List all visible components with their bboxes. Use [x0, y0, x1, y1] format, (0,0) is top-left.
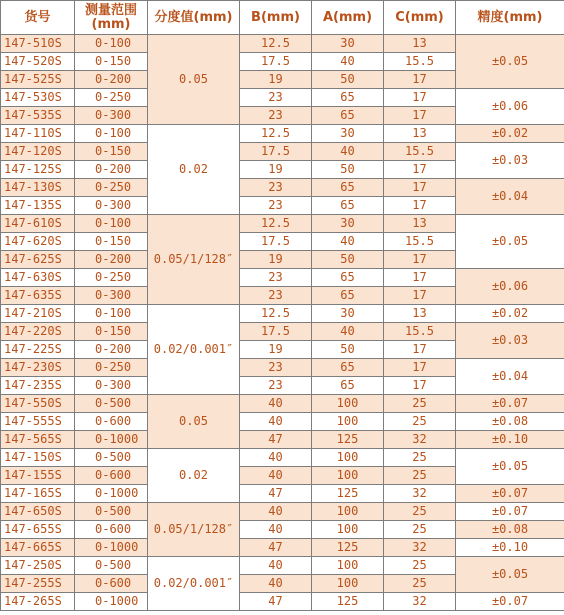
b-cell: 40	[240, 503, 312, 521]
a-cell: 30	[312, 305, 384, 323]
b-cell: 40	[240, 449, 312, 467]
measuring-range-cell: 0-150	[75, 233, 148, 251]
item-number-cell: 147-135S	[1, 197, 75, 215]
b-cell: 40	[240, 575, 312, 593]
item-number-cell: 147-650S	[1, 503, 75, 521]
b-cell: 23	[240, 377, 312, 395]
item-number-cell: 147-535S	[1, 107, 75, 125]
measuring-range-cell: 0-300	[75, 377, 148, 395]
measuring-range-cell: 0-100	[75, 215, 148, 233]
graduation-cell: 0.02	[148, 125, 240, 215]
accuracy-cell: ±0.05	[456, 35, 564, 89]
item-number-cell: 147-620S	[1, 233, 75, 251]
b-cell: 12.5	[240, 35, 312, 53]
header-accuracy: 精度(mm)	[456, 1, 564, 35]
measuring-range-cell: 0-250	[75, 359, 148, 377]
c-cell: 32	[384, 593, 456, 611]
accuracy-cell: ±0.07	[456, 485, 564, 503]
accuracy-cell: ±0.05	[456, 449, 564, 485]
item-number-cell: 147-530S	[1, 89, 75, 107]
b-cell: 19	[240, 71, 312, 89]
c-cell: 17	[384, 71, 456, 89]
a-cell: 30	[312, 215, 384, 233]
b-cell: 12.5	[240, 305, 312, 323]
header-measuring-range: 测量范围 (mm)	[75, 1, 148, 35]
measuring-range-cell: 0-250	[75, 269, 148, 287]
table-row	[1, 89, 564, 107]
b-cell: 47	[240, 539, 312, 557]
item-number-cell: 147-255S	[1, 575, 75, 593]
table-row	[1, 359, 564, 377]
item-number-cell: 147-230S	[1, 359, 75, 377]
a-cell: 65	[312, 89, 384, 107]
a-cell: 50	[312, 251, 384, 269]
b-cell: 40	[240, 413, 312, 431]
measuring-range-cell: 0-1000	[75, 431, 148, 449]
accuracy-cell: ±0.05	[456, 557, 564, 593]
measuring-range-cell: 0-300	[75, 287, 148, 305]
c-cell: 13	[384, 305, 456, 323]
item-number-cell: 147-610S	[1, 215, 75, 233]
c-cell: 25	[384, 557, 456, 575]
measuring-range-cell: 0-200	[75, 71, 148, 89]
a-cell: 125	[312, 539, 384, 557]
graduation-cell: 0.05/1/128″	[148, 215, 240, 305]
a-cell: 125	[312, 431, 384, 449]
measuring-range-cell: 0-300	[75, 197, 148, 215]
c-cell: 17	[384, 179, 456, 197]
accuracy-cell: ±0.06	[456, 269, 564, 305]
b-cell: 40	[240, 521, 312, 539]
b-cell: 23	[240, 359, 312, 377]
c-cell: 13	[384, 35, 456, 53]
measuring-range-cell: 0-500	[75, 395, 148, 413]
table-row	[1, 557, 564, 575]
c-cell: 17	[384, 251, 456, 269]
graduation-cell: 0.05	[148, 395, 240, 449]
c-cell: 25	[384, 467, 456, 485]
b-cell: 23	[240, 179, 312, 197]
measuring-range-cell: 0-200	[75, 161, 148, 179]
c-cell: 17	[384, 377, 456, 395]
measuring-range-cell: 0-600	[75, 521, 148, 539]
a-cell: 50	[312, 71, 384, 89]
b-cell: 47	[240, 593, 312, 611]
c-cell: 25	[384, 575, 456, 593]
header-c: C(mm)	[384, 1, 456, 35]
a-cell: 40	[312, 143, 384, 161]
accuracy-cell: ±0.06	[456, 89, 564, 125]
b-cell: 23	[240, 89, 312, 107]
measuring-range-cell: 0-150	[75, 143, 148, 161]
measuring-range-cell: 0-250	[75, 179, 148, 197]
item-number-cell: 147-525S	[1, 71, 75, 89]
item-number-cell: 147-110S	[1, 125, 75, 143]
item-number-cell: 147-210S	[1, 305, 75, 323]
accuracy-cell: ±0.07	[456, 395, 564, 413]
a-cell: 100	[312, 413, 384, 431]
measuring-range-cell: 0-1000	[75, 485, 148, 503]
item-number-cell: 147-150S	[1, 449, 75, 467]
measuring-range-cell: 0-500	[75, 449, 148, 467]
b-cell: 40	[240, 557, 312, 575]
item-number-cell: 147-665S	[1, 539, 75, 557]
measuring-range-cell: 0-100	[75, 305, 148, 323]
a-cell: 65	[312, 179, 384, 197]
header-graduation: 分度值(mm)	[148, 1, 240, 35]
table-row	[1, 485, 564, 503]
header-item-number: 货号	[1, 1, 75, 35]
b-cell: 17.5	[240, 323, 312, 341]
item-number-cell: 147-555S	[1, 413, 75, 431]
measuring-range-cell: 0-100	[75, 125, 148, 143]
item-number-cell: 147-265S	[1, 593, 75, 611]
item-number-cell: 147-130S	[1, 179, 75, 197]
a-cell: 40	[312, 233, 384, 251]
item-number-cell: 147-155S	[1, 467, 75, 485]
c-cell: 25	[384, 413, 456, 431]
header-b: B(mm)	[240, 1, 312, 35]
b-cell: 17.5	[240, 233, 312, 251]
table-row	[1, 323, 564, 341]
c-cell: 13	[384, 215, 456, 233]
table-row	[1, 431, 564, 449]
b-cell: 23	[240, 107, 312, 125]
table-row	[1, 449, 564, 467]
measuring-range-cell: 0-200	[75, 251, 148, 269]
accuracy-cell: ±0.08	[456, 413, 564, 431]
a-cell: 65	[312, 197, 384, 215]
table-row	[1, 539, 564, 557]
a-cell: 100	[312, 557, 384, 575]
a-cell: 65	[312, 107, 384, 125]
a-cell: 100	[312, 521, 384, 539]
table-body	[1, 35, 564, 611]
c-cell: 15.5	[384, 53, 456, 71]
measuring-range-cell: 0-250	[75, 89, 148, 107]
b-cell: 23	[240, 269, 312, 287]
table-row	[1, 305, 564, 323]
c-cell: 17	[384, 107, 456, 125]
b-cell: 19	[240, 341, 312, 359]
item-number-cell: 147-625S	[1, 251, 75, 269]
b-cell: 12.5	[240, 215, 312, 233]
accuracy-cell: ±0.05	[456, 215, 564, 269]
a-cell: 50	[312, 341, 384, 359]
a-cell: 125	[312, 593, 384, 611]
accuracy-cell: ±0.02	[456, 305, 564, 323]
accuracy-cell: ±0.10	[456, 539, 564, 557]
item-number-cell: 147-165S	[1, 485, 75, 503]
accuracy-cell: ±0.07	[456, 503, 564, 521]
accuracy-cell: ±0.03	[456, 323, 564, 359]
b-cell: 40	[240, 395, 312, 413]
measuring-range-cell: 0-1000	[75, 539, 148, 557]
c-cell: 17	[384, 341, 456, 359]
accuracy-cell: ±0.03	[456, 143, 564, 179]
header-row	[1, 1, 564, 35]
measuring-range-cell: 0-600	[75, 467, 148, 485]
measuring-range-cell: 0-150	[75, 53, 148, 71]
accuracy-cell: ±0.04	[456, 179, 564, 215]
table-row	[1, 503, 564, 521]
b-cell: 47	[240, 485, 312, 503]
a-cell: 50	[312, 161, 384, 179]
c-cell: 25	[384, 449, 456, 467]
table-row	[1, 143, 564, 161]
b-cell: 17.5	[240, 143, 312, 161]
c-cell: 15.5	[384, 143, 456, 161]
item-number-cell: 147-510S	[1, 35, 75, 53]
measuring-range-cell: 0-1000	[75, 593, 148, 611]
graduation-cell: 0.02	[148, 449, 240, 503]
b-cell: 40	[240, 467, 312, 485]
c-cell: 32	[384, 431, 456, 449]
item-number-cell: 147-520S	[1, 53, 75, 71]
a-cell: 100	[312, 503, 384, 521]
a-cell: 40	[312, 323, 384, 341]
item-number-cell: 147-125S	[1, 161, 75, 179]
table-row	[1, 125, 564, 143]
measuring-range-cell: 0-500	[75, 503, 148, 521]
table-row	[1, 593, 564, 611]
a-cell: 100	[312, 575, 384, 593]
a-cell: 65	[312, 377, 384, 395]
measuring-range-cell: 0-600	[75, 575, 148, 593]
graduation-cell: 0.02/0.001″	[148, 305, 240, 395]
b-cell: 12.5	[240, 125, 312, 143]
a-cell: 125	[312, 485, 384, 503]
c-cell: 25	[384, 521, 456, 539]
measuring-range-cell: 0-300	[75, 107, 148, 125]
graduation-cell: 0.05	[148, 35, 240, 125]
b-cell: 47	[240, 431, 312, 449]
b-cell: 19	[240, 251, 312, 269]
table-row	[1, 269, 564, 287]
table-row	[1, 413, 564, 431]
table-row	[1, 35, 564, 53]
table-row	[1, 395, 564, 413]
c-cell: 32	[384, 485, 456, 503]
a-cell: 100	[312, 467, 384, 485]
measuring-range-cell: 0-100	[75, 35, 148, 53]
accuracy-cell: ±0.08	[456, 521, 564, 539]
c-cell: 15.5	[384, 323, 456, 341]
accuracy-cell: ±0.02	[456, 125, 564, 143]
a-cell: 65	[312, 287, 384, 305]
item-number-cell: 147-630S	[1, 269, 75, 287]
graduation-cell: 0.02/0.001″	[148, 557, 240, 611]
item-number-cell: 147-225S	[1, 341, 75, 359]
c-cell: 13	[384, 125, 456, 143]
c-cell: 32	[384, 539, 456, 557]
item-number-cell: 147-235S	[1, 377, 75, 395]
c-cell: 17	[384, 197, 456, 215]
item-number-cell: 147-250S	[1, 557, 75, 575]
c-cell: 17	[384, 359, 456, 377]
a-cell: 30	[312, 125, 384, 143]
a-cell: 65	[312, 359, 384, 377]
c-cell: 25	[384, 503, 456, 521]
a-cell: 30	[312, 35, 384, 53]
c-cell: 17	[384, 89, 456, 107]
accuracy-cell: ±0.10	[456, 431, 564, 449]
header-a: A(mm)	[312, 1, 384, 35]
table-row	[1, 215, 564, 233]
graduation-cell: 0.05/1/128″	[148, 503, 240, 557]
measuring-range-cell: 0-600	[75, 413, 148, 431]
c-cell: 17	[384, 287, 456, 305]
item-number-cell: 147-635S	[1, 287, 75, 305]
table-row	[1, 521, 564, 539]
accuracy-cell: ±0.07	[456, 593, 564, 611]
a-cell: 65	[312, 269, 384, 287]
a-cell: 40	[312, 53, 384, 71]
measuring-range-cell: 0-200	[75, 341, 148, 359]
a-cell: 100	[312, 395, 384, 413]
b-cell: 23	[240, 287, 312, 305]
item-number-cell: 147-120S	[1, 143, 75, 161]
item-number-cell: 147-220S	[1, 323, 75, 341]
measuring-range-cell: 0-500	[75, 557, 148, 575]
table-row	[1, 179, 564, 197]
item-number-cell: 147-565S	[1, 431, 75, 449]
accuracy-cell: ±0.04	[456, 359, 564, 395]
c-cell: 15.5	[384, 233, 456, 251]
measuring-range-cell: 0-150	[75, 323, 148, 341]
b-cell: 23	[240, 197, 312, 215]
b-cell: 17.5	[240, 53, 312, 71]
c-cell: 17	[384, 161, 456, 179]
item-number-cell: 147-550S	[1, 395, 75, 413]
b-cell: 19	[240, 161, 312, 179]
c-cell: 25	[384, 395, 456, 413]
a-cell: 100	[312, 449, 384, 467]
c-cell: 17	[384, 269, 456, 287]
item-number-cell: 147-655S	[1, 521, 75, 539]
